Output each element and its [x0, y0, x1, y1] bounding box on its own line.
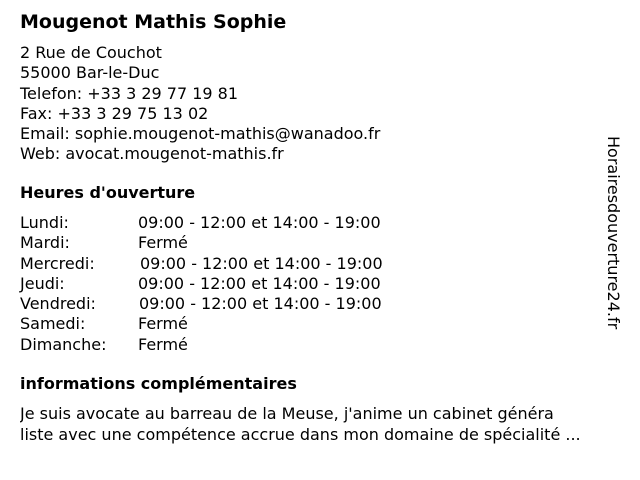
- website-address[interactable]: Web: avocat.mougenot-mathis.fr: [20, 144, 284, 164]
- day-hours: 09:00 - 12:00 et 14:00 - 19:00: [138, 273, 381, 293]
- day-label: Lundi:: [20, 213, 69, 232]
- fax-number: Fax: +33 3 29 75 13 02: [20, 103, 209, 123]
- description-text: [20, 404, 624, 445]
- opening-hours-heading: Heures d'ouverture: [20, 183, 196, 202]
- day-hours: Fermé: [138, 334, 188, 354]
- additional-info-heading: informations complémentaires: [20, 374, 297, 393]
- email-address[interactable]: Email: sophie.mougenot-mathis@wanadoo.fr: [20, 124, 381, 144]
- business-name: Mougenot Mathis Sophie: [20, 11, 287, 33]
- phone-number[interactable]: Telefon: +33 3 29 77 19 81: [20, 83, 239, 103]
- day-hours: Fermé: [138, 233, 188, 253]
- day-label: Jeudi:: [20, 273, 65, 293]
- address-line-city: 55000 Bar-le-Duc: [20, 63, 160, 83]
- contact-block: [20, 43, 380, 165]
- day-label: Mardi:: [20, 233, 70, 253]
- description-line: liste avec une compétence accrue dans mon domaine de spécialité ...: [20, 424, 581, 444]
- day-hours: Fermé: [138, 314, 188, 334]
- day-label: Mercredi:: [20, 253, 95, 273]
- day-label: Vendredi:: [20, 294, 96, 314]
- day-hours: 09:00 - 12:00 et 14:00 - 19:00: [139, 294, 382, 314]
- description-line: Je suis avocate au barreau de la Meuse, j'anime un cabinet généra: [20, 404, 554, 423]
- day-label: Samedi:: [20, 314, 86, 334]
- day-hours: 09:00 - 12:00 et 14:00 - 19:00: [140, 253, 383, 273]
- day-hours: 09:00 - 12:00 et 14:00 - 19:00: [138, 213, 381, 232]
- site-watermark: Horairesdouverture24.fr: [604, 136, 623, 330]
- address-line-street: 2 Rue de Couchot: [20, 43, 162, 62]
- day-label: Dimanche:: [20, 334, 107, 354]
